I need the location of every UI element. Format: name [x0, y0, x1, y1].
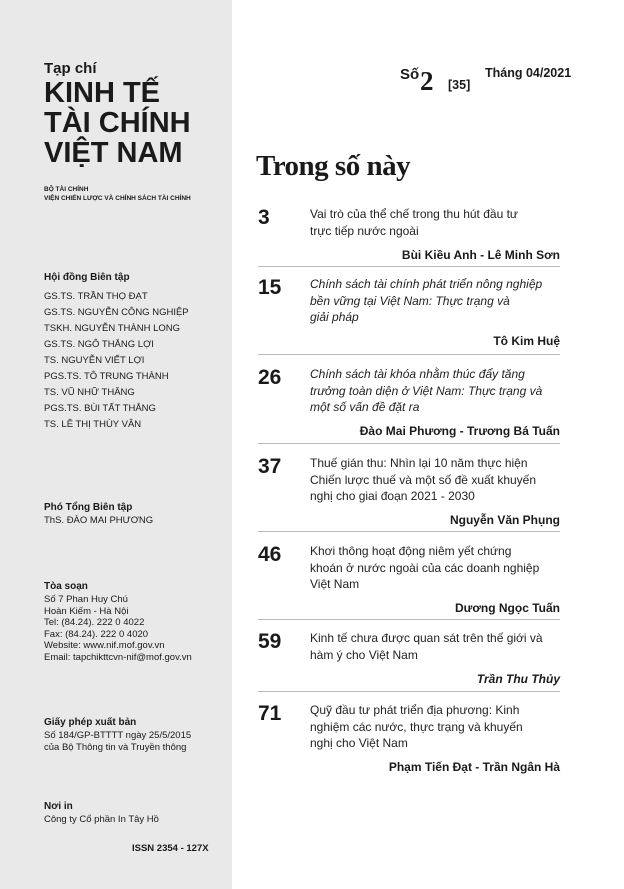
toc-title-line: Chiến lược thuế và một số đề xuất khuyến — [310, 472, 537, 487]
board-member: GS.TS. NGUYỄN CÔNG NGHIỆP — [44, 307, 189, 318]
license-number: Số 184/GP-BTTTT ngày 25/5/2015 — [44, 730, 192, 741]
toc-authors: Bùi Kiều Anh - Lê Minh Sơn — [401, 248, 560, 262]
toc-entry — [258, 630, 560, 690]
toc-page-number: 26 — [258, 366, 282, 389]
board-member: PGS.TS. TÔ TRUNG THÀNH — [44, 371, 169, 382]
toc-authors: Phạm Tiến Đạt - Trần Ngân Hà — [388, 760, 560, 774]
toc-title: Trong số này — [256, 150, 411, 182]
toc-title-line: Kinh tế chưa được quan sát trên thế giới và — [310, 631, 543, 645]
toc-page-number: 71 — [258, 702, 282, 725]
toc-title-line: Vai trò của thể chế trong thu hút đầu tư — [310, 207, 518, 221]
toc-authors: Nguyễn Văn Phụng — [449, 513, 560, 527]
toc-entry — [258, 276, 560, 356]
issue-number: 2 — [420, 66, 434, 96]
org-ministry: BỘ TÀI CHÍNH — [44, 186, 89, 193]
toc-entry — [258, 206, 560, 266]
board-member: GS.TS. TRẦN THỌ ĐẠT — [44, 291, 148, 302]
journal-title-line-3: VIỆT NAM — [44, 137, 183, 169]
toc-divider — [258, 691, 560, 692]
toc-article-title — [310, 366, 558, 416]
toc-article-title — [310, 455, 558, 505]
publishing-license — [44, 716, 230, 753]
toc-title-line: giải pháp — [310, 310, 359, 324]
office-email: Email: tapchikttcvn-nif@mof.gov.vn — [44, 651, 192, 663]
toc-title-line: Chính sách tài chính phát triển nông nghiệp — [310, 277, 543, 291]
toc-title-line: Thuế gián thu: Nhìn lại 10 năm thực hiện — [310, 456, 528, 470]
board-member: TS. NGUYỄN VIẾT LỢI — [44, 355, 145, 366]
toc-entry — [258, 543, 560, 623]
journal-prefix: Tạp chí — [44, 60, 97, 77]
journal-title-line-1: KINH TẾ — [44, 77, 160, 109]
toc-authors: Tô Kim Huệ — [493, 334, 560, 348]
toc-title-line: một số vấn đề đặt ra — [310, 400, 420, 414]
toc-title-line: Việt Nam — [310, 577, 360, 591]
toc-article-title — [310, 543, 558, 593]
editorial-board-heading: Hội đồng Biên tập — [44, 272, 130, 283]
board-member: TS. VŨ NHỮ THĂNG — [44, 387, 135, 398]
editorial-board — [44, 271, 230, 433]
toc-article-title — [310, 206, 558, 239]
toc-divider — [258, 354, 560, 355]
toc-title-line: Khơi thông hoạt động niêm yết chứng — [310, 544, 512, 558]
printer-heading: Nơi in — [44, 801, 73, 812]
toc-article-title — [310, 630, 558, 663]
toc-title-line: trưởng toàn diện ở Việt Nam: Thực trạng và — [310, 383, 543, 398]
toc-page-number: 15 — [258, 276, 282, 299]
printer-name: Công ty Cổ phần In Tây Hồ — [44, 814, 159, 825]
toc-title-line: nghị cho giai đoạn 2021 - 2030 — [310, 489, 475, 503]
toc-divider — [258, 531, 560, 532]
toc-entry — [258, 455, 560, 535]
toc-divider — [258, 619, 560, 620]
board-member: PGS.TS. BÙI TẤT THẮNG — [44, 403, 156, 414]
deputy-editor — [44, 501, 230, 527]
deputy-editor-heading: Phó Tổng Biên tập — [44, 502, 133, 513]
toc-title-line: bền vững tại Việt Nam: Thực trạng và — [310, 293, 510, 308]
deputy-editor-name: ThS. ĐÀO MAI PHƯƠNG — [44, 515, 154, 526]
license-issuer: của Bộ Thông tin và Truyền thông — [44, 741, 187, 753]
journal-masthead — [44, 60, 229, 168]
toc-article-title — [310, 276, 558, 326]
toc-divider — [258, 266, 560, 267]
toc-authors: Đào Mai Phương - Trương Bá Tuấn — [359, 424, 560, 438]
toc-page-number: 3 — [258, 206, 270, 229]
issue-sequence: [35] — [448, 78, 471, 92]
toc-page-number: 37 — [258, 455, 282, 478]
journal-title-line-2: TÀI CHÍNH — [44, 107, 191, 139]
journal-organization — [44, 185, 230, 203]
toc-entry — [258, 366, 560, 446]
office-heading: Tòa soạn — [44, 581, 88, 592]
office-address-street: Số 7 Phan Huy Chú — [44, 594, 128, 605]
toc-authors: Dương Ngọc Tuấn — [455, 601, 560, 615]
board-member: TS. LÊ THỊ THÙY VÂN — [44, 419, 142, 430]
office-fax: Fax: (84.24). 222 0 4020 — [44, 628, 149, 640]
issue-date: Tháng 04/2021 — [485, 66, 572, 80]
toc-article-title — [310, 702, 558, 752]
issue-label: Số — [400, 66, 420, 83]
board-member: GS.TS. NGÔ THẮNG LỢI — [44, 339, 154, 350]
toc-divider — [258, 443, 560, 444]
toc-title-line: khoán ở nước ngoài của các doanh nghiệp — [310, 560, 540, 575]
toc-authors: Trần Thu Thủy — [476, 672, 560, 686]
toc-entry — [258, 702, 560, 782]
toc-title-line: Quỹ đầu tư phát triển địa phương: Kinh — [310, 703, 520, 717]
office-website: Website: www.nif.mof.gov.vn — [44, 640, 165, 651]
license-heading: Giấy phép xuất bản — [44, 717, 137, 728]
toc-title-line: nghiệm các nước, thực trạng và khuyến — [310, 719, 523, 734]
sidebar-panel — [0, 0, 232, 889]
office-address-city: Hoàn Kiếm - Hà Nội — [44, 605, 129, 617]
toc-title-line: trực tiếp nước ngoài — [310, 223, 419, 238]
printer-info — [44, 800, 230, 826]
office-tel: Tel: (84.24). 222 0 4022 — [44, 617, 145, 628]
org-institute: VIỆN CHIẾN LƯỢC VÀ CHÍNH SÁCH TÀI CHÍNH — [44, 195, 191, 202]
toc-title-line: hàm ý cho Việt Nam — [310, 647, 418, 662]
issn-number: ISSN 2354 - 127X — [132, 843, 209, 854]
board-member: TSKH. NGUYỄN THÀNH LONG — [44, 323, 181, 334]
editorial-office — [44, 580, 230, 663]
toc-title-line: Chính sách tài khóa nhằm thúc đẩy tăng — [310, 367, 525, 381]
toc-page-number: 59 — [258, 630, 282, 653]
toc-page-number: 46 — [258, 543, 282, 566]
toc-title-line: nghị cho Việt Nam — [310, 736, 408, 750]
